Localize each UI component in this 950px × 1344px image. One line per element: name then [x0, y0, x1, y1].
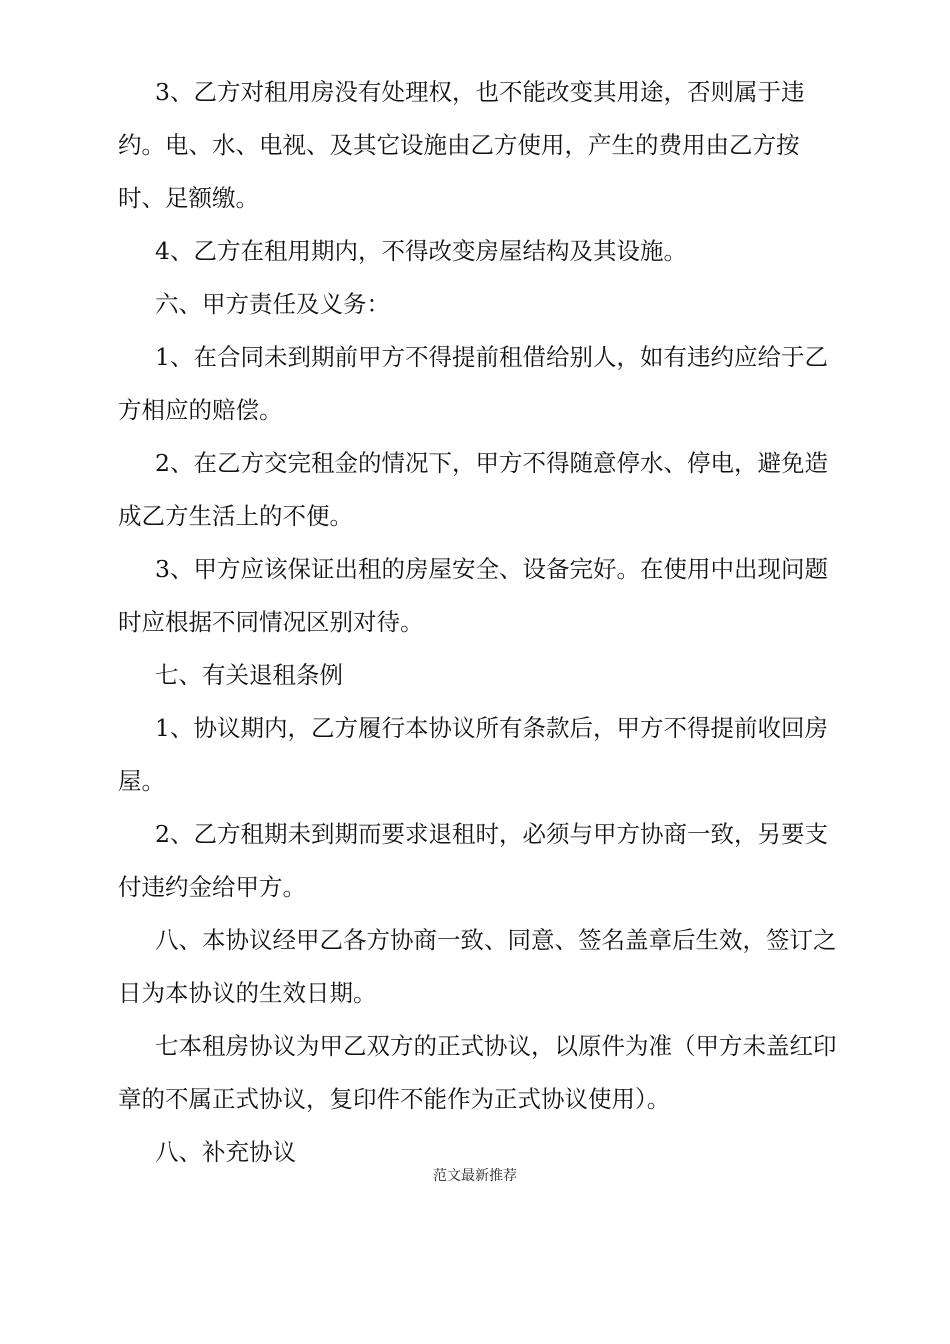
clause-7-1: 1、协议期内，乙方履行本协议所有条款后，甲方不得提前收回房屋。 [118, 714, 828, 795]
clause-6-2: 2、在乙方交完租金的情况下，甲方不得随意停水、停电，避免造成乙方生活上的不便。 [118, 449, 828, 530]
clause-7-2: 2、乙方租期未到期而要求退租时，必须与甲方协商一致，另要支付违约金给甲方。 [118, 820, 828, 901]
page-footer: 范文最新推荐 [433, 1168, 517, 1184]
section-8-effective: 八、本协议经甲乙各方协商一致、同意、签名盖章后生效，签订之日为本协议的生效日期。 [118, 926, 837, 1007]
supplementary-heading: 八、补充协议 [155, 1138, 296, 1166]
clause-5-4: 4、乙方在租用期内，不得改变房屋结构及其设施。 [155, 237, 687, 265]
section-6-heading: 六、甲方责任及义务： [155, 290, 390, 318]
clause-5-3: 3、乙方对租用房没有处理权，也不能改变其用途，否则属于违约。电、水、电视、及其它设施由乙方使用，产生的费用由乙方按时、足额缴。 [118, 78, 805, 212]
clause-6-1: 1、在合同未到期前甲方不得提前租借给别人，如有违约应给于乙方相应的赔偿。 [118, 343, 828, 424]
clause-6-3: 3、甲方应该保证出租的房屋安全、设备完好。在使用中出现问题时应根据不同情况区别对待。 [118, 555, 828, 636]
official-agreement-note: 七本租房协议为甲乙双方的正式协议，以原件为准（甲方未盖红印章的不属正式协议，复印件不能作为正式协议使用）。 [118, 1032, 837, 1113]
section-7-heading: 七、有关退租条例 [155, 661, 343, 689]
